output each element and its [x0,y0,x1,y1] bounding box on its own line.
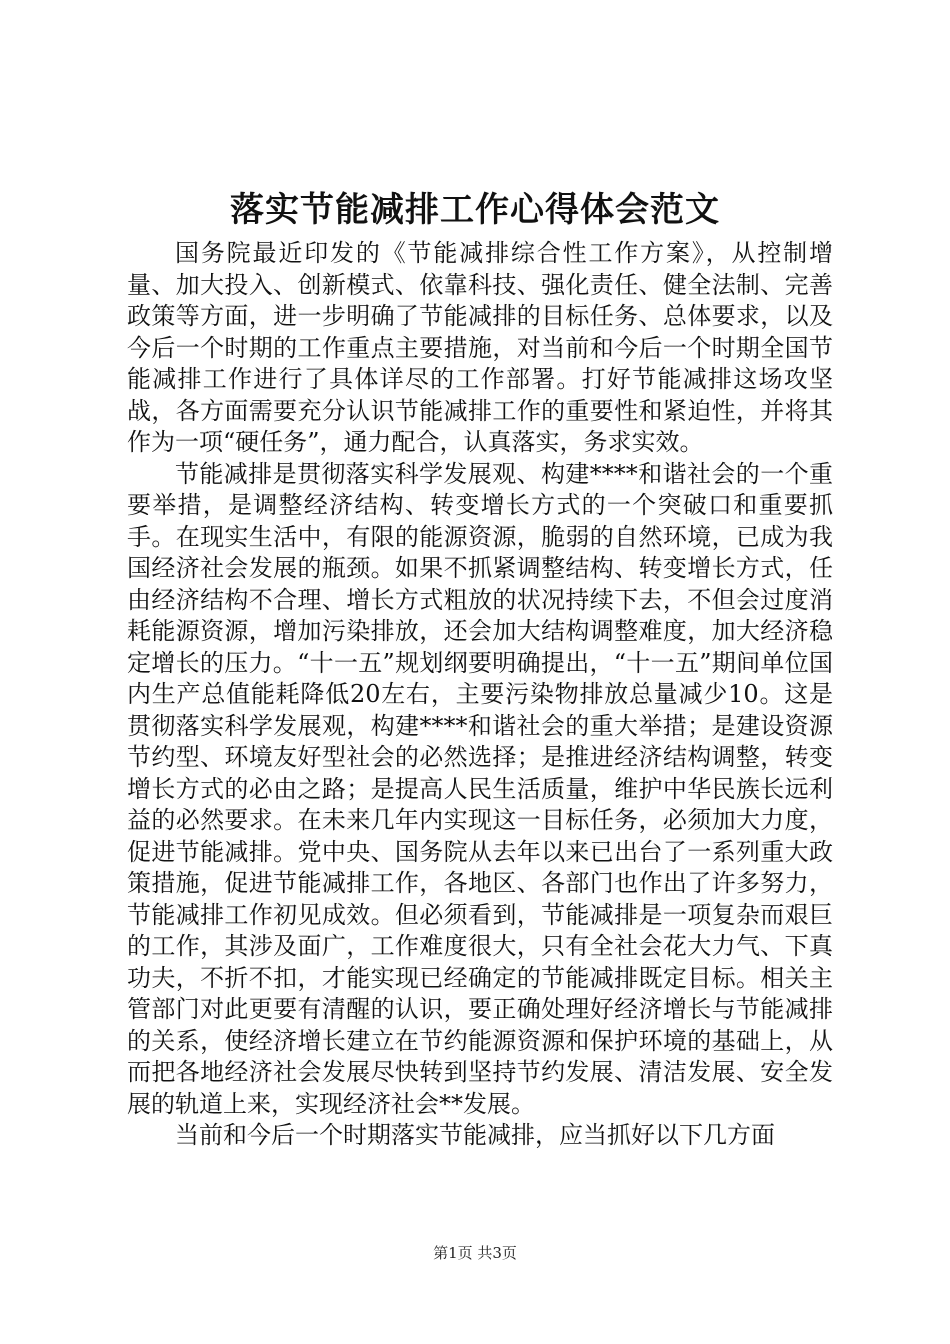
paragraph-1: 国务院最近印发的《节能减排综合性工作方案》，从控制增量、加大投入、创新模式、依靠科技、强化责任、健全法制、完善政策等方面，进一步明确了节能减排的目标任务、总体要求，以及今后一个时期的工作重点主要措施，对当前和今后一个时期全国节能减排工作进行了具体详尽的工作部署。打好节能减排这场攻坚战，各方面需要充分认识节能减排工作的重要性和紧迫性，并将其作为一项“硬任务”，通力配合，认真落实，务求实效。 [127,239,833,456]
document-body [127,238,833,1152]
paragraph-3: 当前和今后一个时期落实节能减排，应当抓好以下几方面 [175,1121,775,1149]
paragraph-2: 节能减排是贯彻落实科学发展观、构建****和谐社会的一个重要举措，是调整经济结构、转变增长方式的一个突破口和重要抓手。在现实生活中，有限的能源资源，脆弱的自然环境，已成为我国经济社会发展的瓶颈。如果不抓紧调整结构、转变增长方式，任由经济结构不合理、增长方式粗放的状况持续下去，不但会过度消耗能源资源，增加污染排放，还会加大结构调整难度，加大经济稳定增长的压力。“十一五”规划纲要明确提出，“十一五”期间单位国内生产总值能耗降低20左右，主要污染物排放总量减少10。这是贯彻落实科学发展观，构建****和谐社会的重大举措；是建设资源节约型、环境友好型社会的必然选择；是推进经济结构调整，转变增长方式的必由之路；是提高人民生活质量，维护中华民族长远利益的必然要求。在未来几年内实现这一目标任务，必须加大力度，促进节能减排。党中央、国务院从去年以来已出台了一系列重大政策措施，促进节能减排工作，各地区、各部门也作出了许多努力，节能减排工作初见成效。但必须看到，节能减排是一项复杂而艰巨的工作，其涉及面广，工作难度很大，只有全社会花大力气、下真功夫，不折不扣，才能实现已经确定的节能减排既定目标。相关主管部门对此更要有清醒的认识，要正确处理好经济增长与节能减排的关系，使经济增长建立在节约能源资源和保护环境的基础上，从而把各地经济社会发展尽快转到坚持节约发展、清洁发展、安全发展的轨道上来，实现经济社会**发展。 [127,459,833,1118]
page-number-footer: 第1页 共3页 [433,1244,517,1262]
document-title: 落实节能减排工作心得体会范文 [230,190,720,230]
